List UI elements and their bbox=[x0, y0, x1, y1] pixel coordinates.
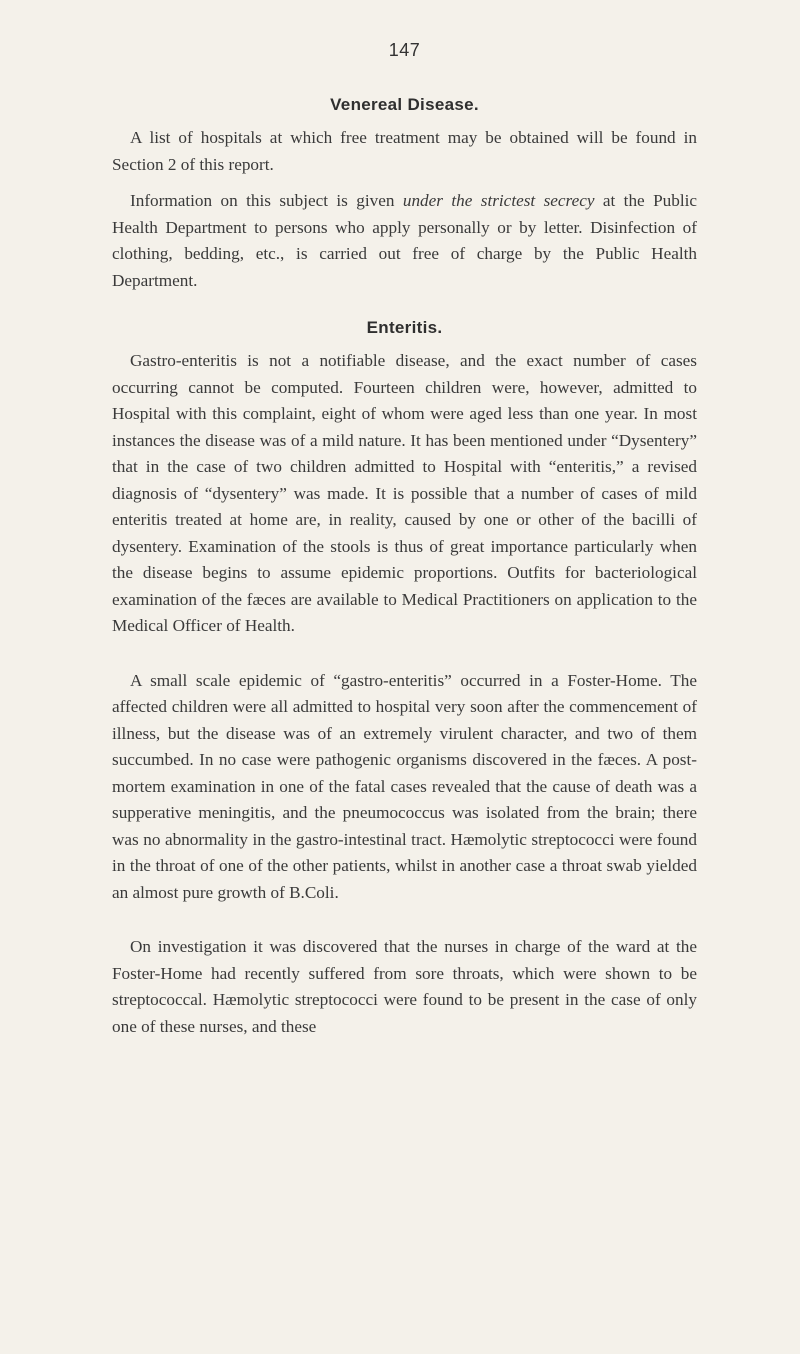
enteritis-paragraph-3 bbox=[112, 934, 697, 1040]
enteritis-paragraph-3-text: On investigation it was discovered that the nurses in charge of the ward at the Foster-Home had recently suffered from sore throats, which were shown to be streptococcal. Hæmolytic streptococci were found to be present in the case of only one of these nurses, and these bbox=[112, 937, 697, 1036]
venereal-paragraph-2-before: Information on this subject is given bbox=[130, 191, 403, 210]
enteritis-heading: Enteritis. bbox=[366, 318, 443, 337]
venereal-paragraph-2 bbox=[112, 188, 697, 294]
document-page bbox=[112, 40, 697, 1062]
page-number: 147 bbox=[388, 40, 421, 60]
venereal-disease-section bbox=[112, 95, 697, 294]
venereal-paragraph-2-after: at the Public Health Department to persons who apply personally or by letter. Disinfection of clothing, bedding, etc., is carried out free of charge by the Public Health Department. bbox=[112, 191, 697, 290]
venereal-paragraph-1 bbox=[112, 125, 697, 178]
enteritis-paragraph-2 bbox=[112, 668, 697, 907]
enteritis-paragraph-1-text: Gastro-enteritis is not a notifiable disease, and the exact number of cases occurring cannot be computed. Fourteen children were, however, admitted to Hospital with this complaint, eight of whom were aged less than one year. In most instances the disease was of a mild nature. It has been mentioned under “Dysentery” that in the case of two children admitted to Hospital with “enteritis,” a revised diagnosis of “dysentery” was made. It is possible that a number of cases of mild enteritis treated at home are, in reality, caused by one or other of the bacilli of dysentery. Examination of the stools is thus of great importance particularly when the disease begins to assume epidemic proportions. Outfits for bacteriological examination of the fæces are available to Medical Practitioners on application to the Medical Officer of Health. bbox=[112, 351, 697, 635]
venereal-paragraph-2-emphasis: under the strictest secrecy bbox=[402, 191, 595, 210]
venereal-disease-heading: Venereal Disease. bbox=[330, 95, 479, 114]
venereal-paragraph-1-text: A list of hospitals at which free treatment may be obtained will be found in Section 2 of this report. bbox=[112, 128, 697, 174]
enteritis-paragraph-1 bbox=[112, 348, 697, 640]
enteritis-paragraph-2-text: A small scale epidemic of “gastro-enteritis” occurred in a Foster-Home. The affected children were all admitted to hospital very soon after the commencement of illness, but the disease was of an extremely virulent character, and two of them succumbed. In no case were pathogenic organisms discovered in the fæces. A post-mortem examination in one of the fatal cases revealed that the cause of death was a supperative meningitis, and the pneumococcus was isolated from the brain; there was no abnormality in the gastro-intestinal tract. Hæmolytic streptococci were found in the throat of one of the other patients, whilst in another case a throat swab yielded an almost pure growth of B.Coli. bbox=[112, 670, 697, 902]
enteritis-section bbox=[112, 318, 697, 1040]
